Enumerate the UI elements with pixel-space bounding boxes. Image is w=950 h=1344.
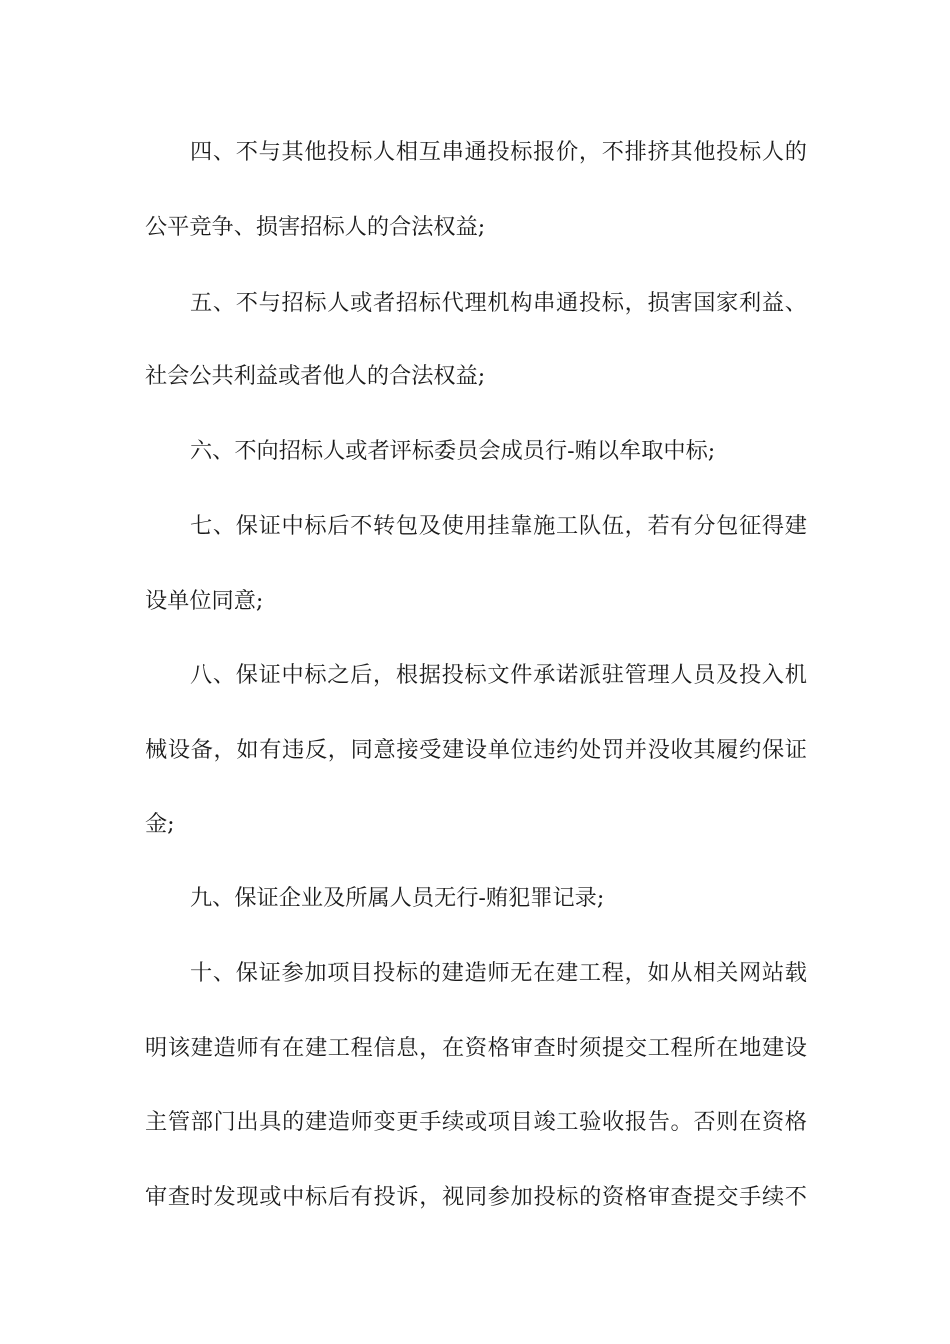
text-line: 八、保证中标之后，根据投标文件承诺派驻管理人员及投入机	[190, 662, 807, 688]
text-line: 七、保证中标后不转包及使用挂靠施工队伍，若有分包征得建	[190, 513, 807, 539]
text-line: 四、不与其他投标人相互串通投标报价，不排挤其他投标人的	[190, 139, 807, 165]
text-line: 金;	[145, 811, 175, 837]
text-line: 十、保证参加项目投标的建造师无在建工程，如从相关网站载	[190, 960, 807, 986]
text-line: 社会公共利益或者他人的合法权益;	[145, 363, 486, 389]
text-line: 六、不向招标人或者评标委员会成员行-贿以牟取中标;	[190, 438, 716, 464]
text-line: 明该建造师有在建工程信息，在资格审查时须提交工程所在地建设	[145, 1035, 807, 1061]
text-line: 公平竞争、损害招标人的合法权益;	[145, 214, 486, 240]
text-line: 审查时发现或中标后有投诉，视同参加投标的资格审查提交手续不	[145, 1184, 807, 1210]
text-line: 九、保证企业及所属人员无行-贿犯罪记录;	[190, 885, 605, 911]
text-line: 械设备，如有违反，同意接受建设单位违约处罚并没收其履约保证	[145, 737, 807, 763]
text-line: 设单位同意;	[145, 588, 264, 614]
text-line: 五、不与招标人或者招标代理机构串通投标，损害国家利益、	[190, 290, 807, 316]
text-line: 主管部门出具的建造师变更手续或项目竣工验收报告。否则在资格	[145, 1109, 807, 1135]
